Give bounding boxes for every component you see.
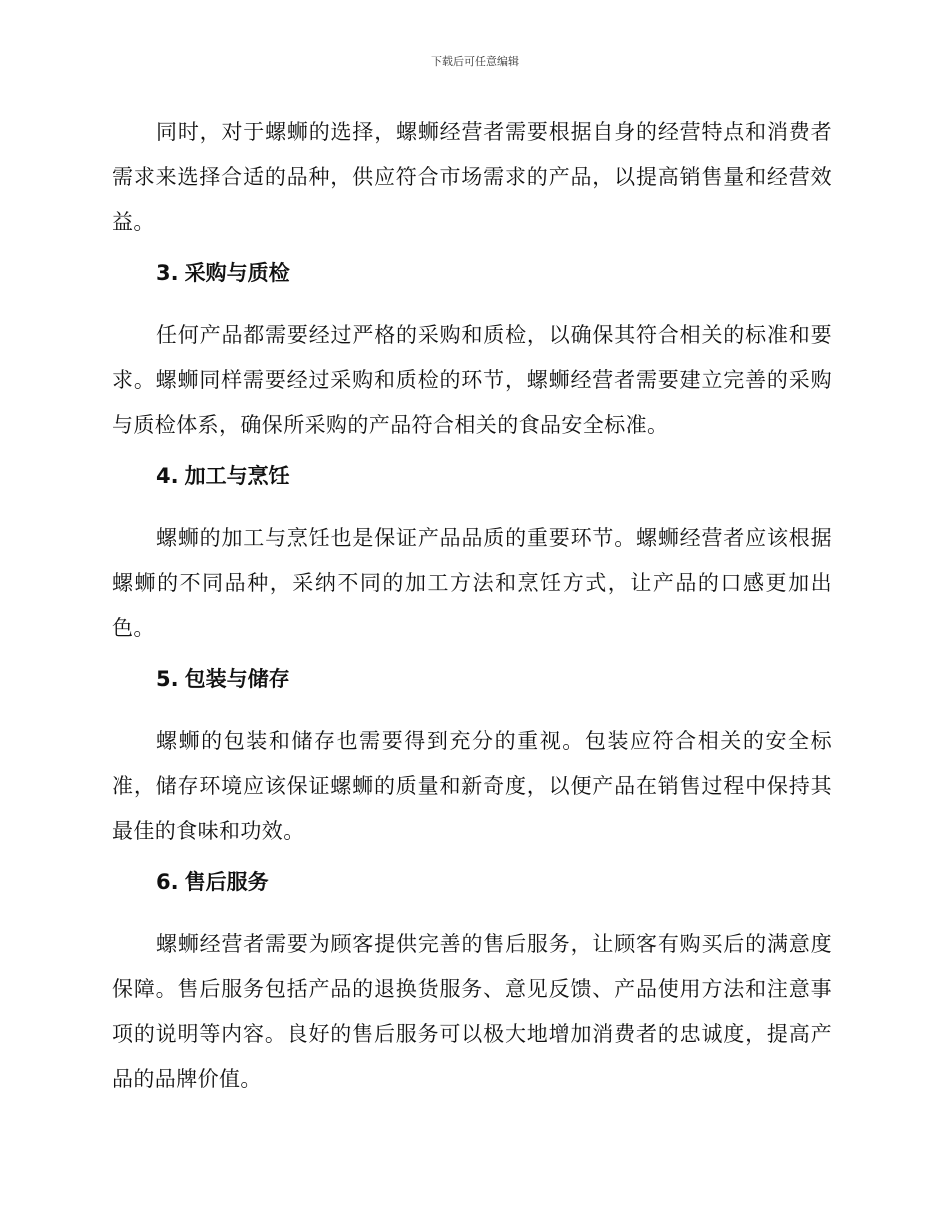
- section-heading-processing: [112, 454, 832, 516]
- section-number: 4.: [156, 464, 179, 488]
- paragraph-procurement: 任何产品都需要经过严格的采购和质检，以确保其符合相关的标准和要求。螺蛳同样需要经过采购和质检的环节，螺蛳经营者需要建立完善的采购与质检体系，确保所采购的产品符合相关的食品安全标准。: [112, 323, 832, 437]
- page-header-note: 下载后可任意编辑: [431, 55, 519, 68]
- section-heading-procurement: [112, 251, 832, 313]
- paragraph-after-sales: 螺蛳经营者需要为顾客提供完善的售后服务，让顾客有购买后的满意度保障。售后服务包括产品的退换货服务、意见反馈、产品使用方法和注意事项的说明等内容。良好的售后服务可以极大地增加消费者的忠诚度，提高产品的品牌价值。: [112, 932, 832, 1091]
- section-title: 采购与质检: [184, 261, 290, 285]
- section-title: 加工与烹饪: [184, 464, 290, 488]
- paragraph-packaging: 螺蛳的包装和储存也需要得到充分的重视。包装应符合相关的安全标准，储存环境应该保证螺蛳的质量和新奇度，以便产品在销售过程中保持其最佳的食味和功效。: [112, 729, 832, 843]
- section-title: 售后服务: [184, 870, 269, 894]
- section-number: 6.: [156, 870, 179, 894]
- document-body: [112, 110, 832, 1102]
- section-title: 包装与储存: [184, 667, 290, 691]
- section-heading-after-sales: [112, 860, 832, 922]
- section-heading-packaging: [112, 657, 832, 719]
- paragraph-processing: 螺蛳的加工与烹饪也是保证产品品质的重要环节。螺蛳经营者应该根据螺蛳的不同品种，采纳不同的加工方法和烹饪方式，让产品的口感更加出色。: [112, 526, 832, 640]
- section-number: 5.: [156, 667, 179, 691]
- section-number: 3.: [156, 261, 179, 285]
- paragraph-variety-selection: 同时，对于螺蛳的选择，螺蛳经营者需要根据自身的经营特点和消费者需求来选择合适的品种，供应符合市场需求的产品，以提高销售量和经营效益。: [112, 120, 832, 234]
